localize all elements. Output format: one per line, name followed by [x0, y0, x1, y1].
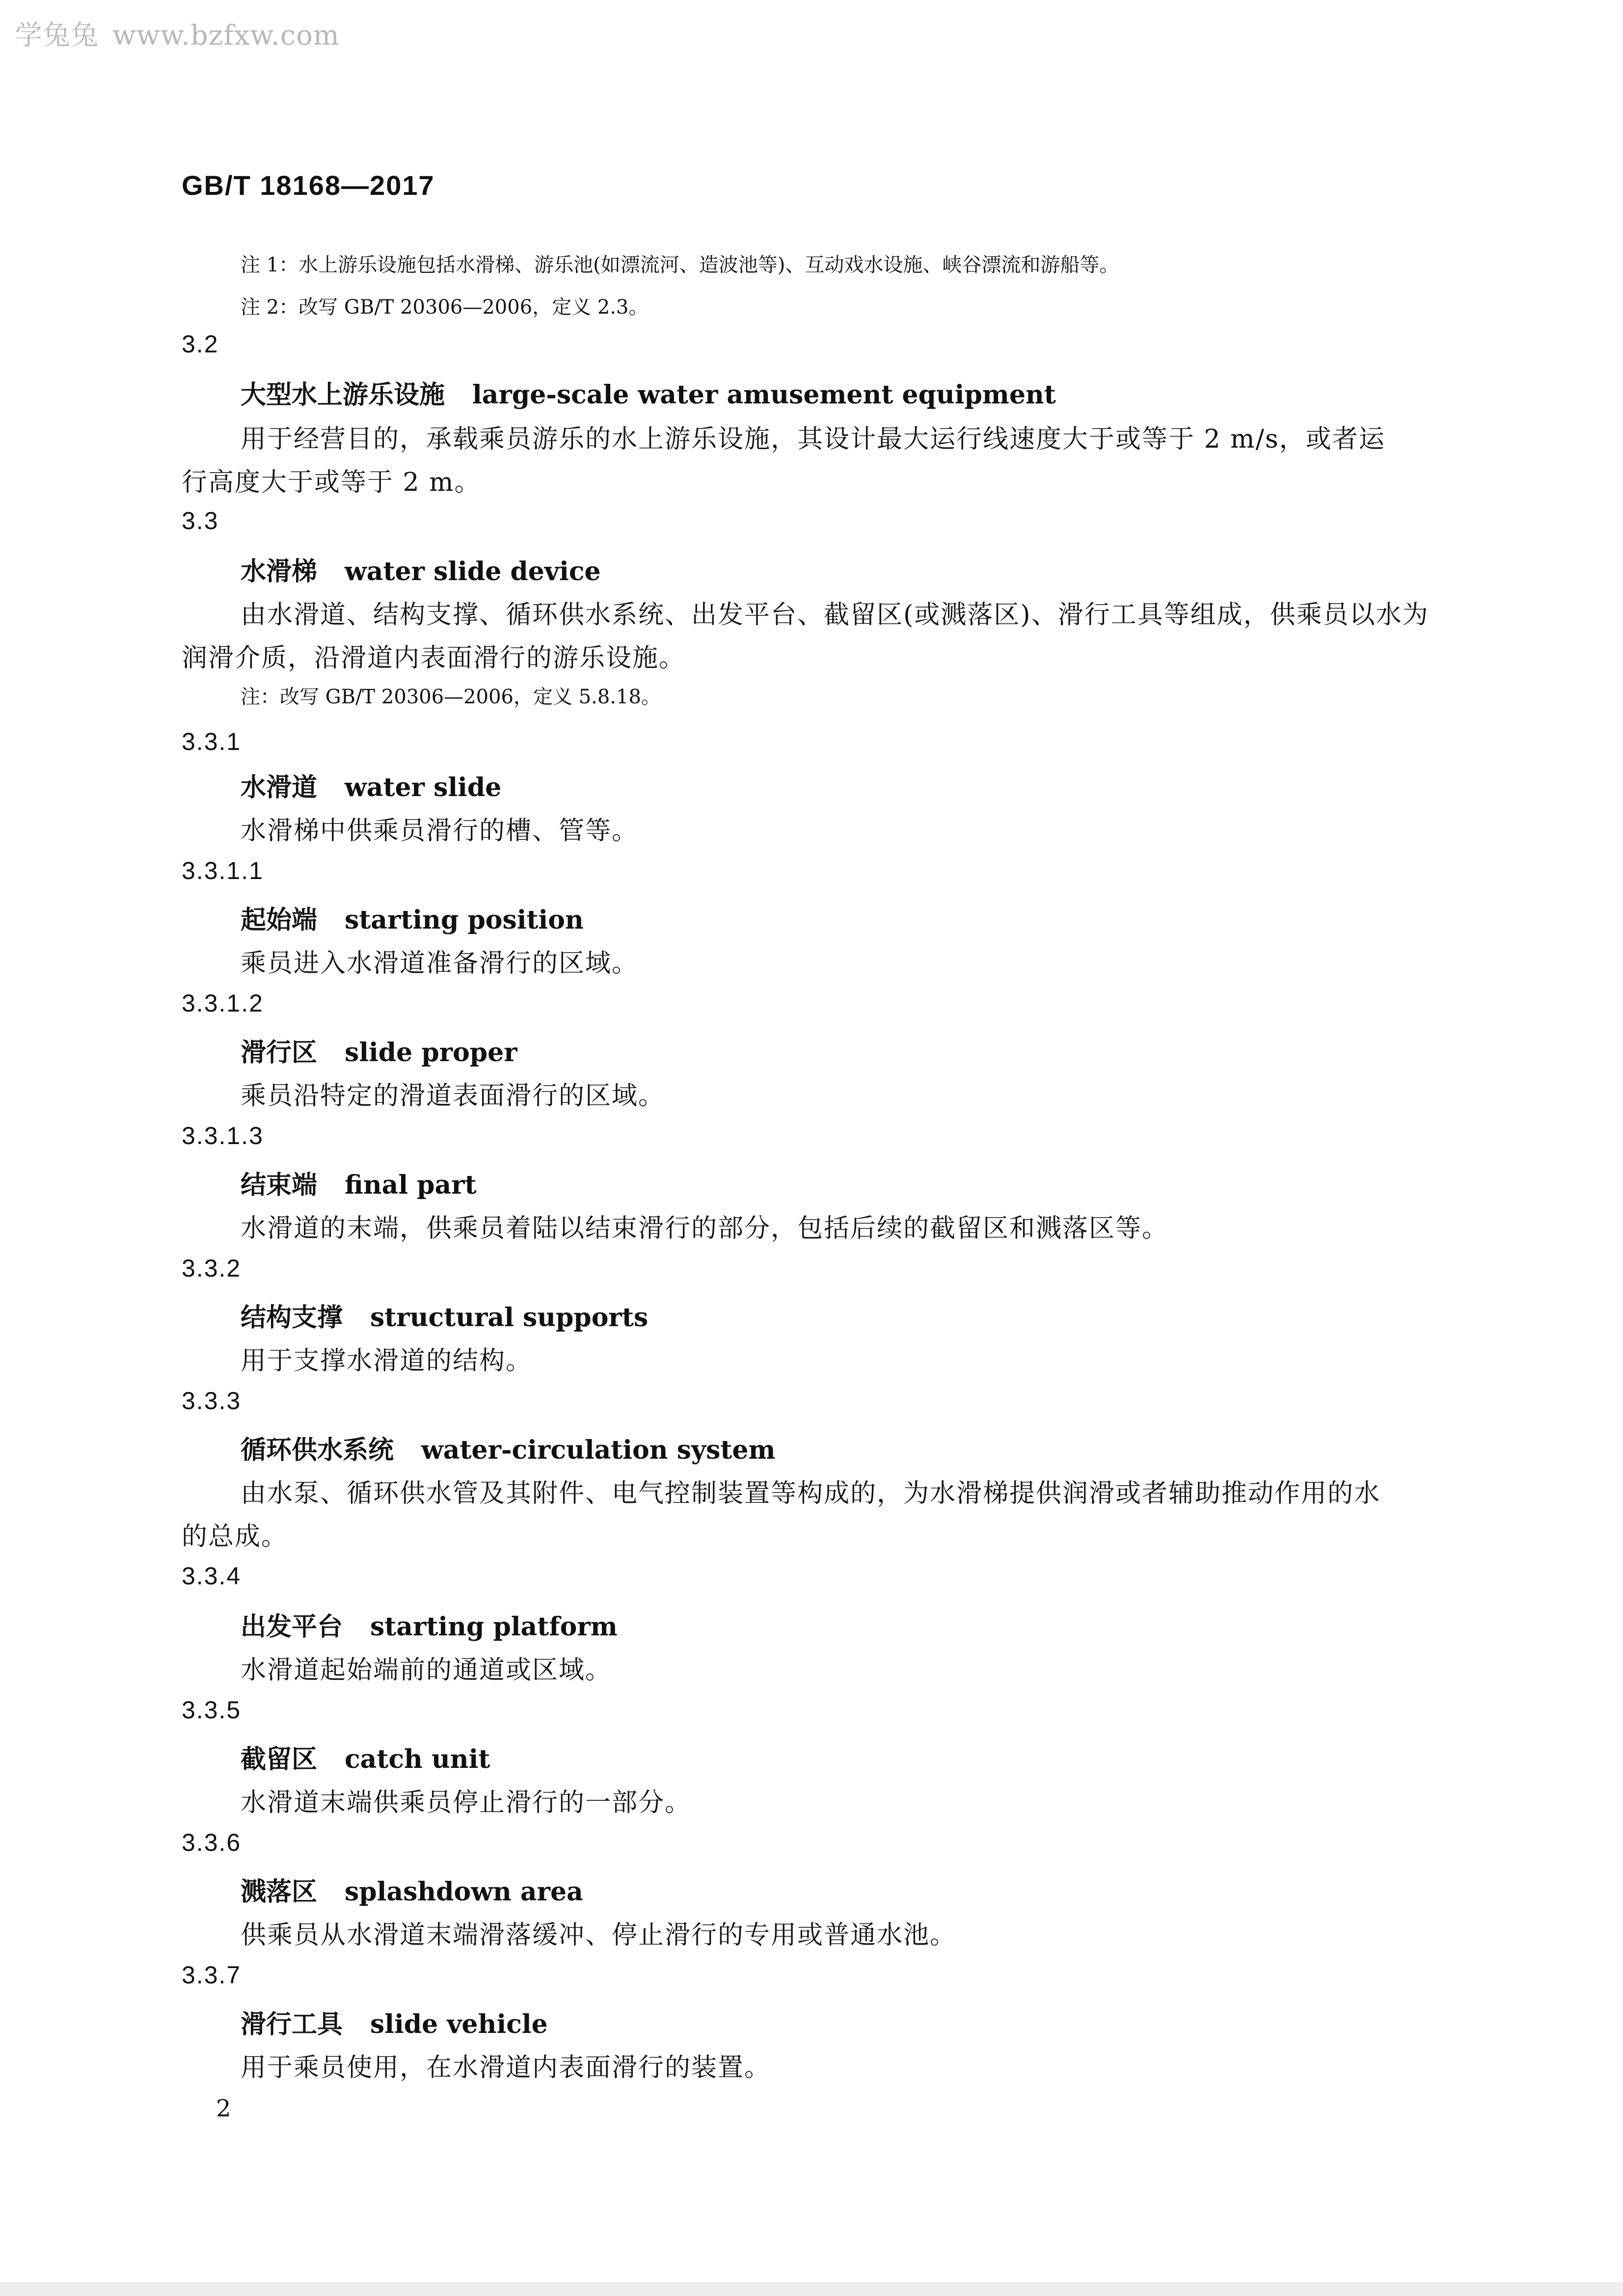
clause-number: 3.3.5: [182, 1696, 242, 1724]
clause-number: 3.3.6: [182, 1829, 242, 1856]
term-en: water slide device: [345, 557, 601, 587]
term-zh: 起始端: [241, 905, 318, 935]
term-zh: 水滑梯: [241, 557, 318, 587]
term-en: slide proper: [345, 1038, 517, 1068]
watermark-url: www.bzfxw.com: [112, 20, 340, 52]
clause-number: 3.3.1: [182, 728, 242, 755]
term-en: water slide: [345, 773, 502, 802]
clause-number: 3.2: [182, 330, 219, 358]
definition: 由水滑道、结构支撑、循环供水系统、出发平台、截留区(或溅落区)、滑行工具等组成，供乘员以水为: [241, 600, 1429, 630]
definition: 水滑道起始端前的通道或区域。: [241, 1655, 612, 1685]
definition: 水滑道的末端，供乘员着陆以结束滑行的部分，包括后续的截留区和溅落区等。: [241, 1214, 1169, 1243]
clause-number: 3.3.3: [182, 1387, 242, 1415]
term-en: starting position: [345, 905, 584, 935]
clause-number: 3.3.1.3: [182, 1122, 264, 1149]
term-zh: 滑行区: [241, 1038, 318, 1068]
clause-number: 3.3.1.2: [182, 989, 264, 1017]
term-en: slide vehicle: [370, 2009, 548, 2039]
term-zh: 水滑道: [241, 773, 318, 802]
term: [241, 1738, 490, 1775]
term: [241, 374, 1056, 411]
term-zh: 滑行工具: [241, 2009, 343, 2039]
definition: 乘员沿特定的滑道表面滑行的区域。: [241, 1081, 665, 1111]
term-zh: 溅落区: [241, 1877, 318, 1907]
term-en: water-circulation system: [421, 1435, 776, 1465]
term-zh: 大型水上游乐设施: [241, 380, 445, 410]
definition: 由水泵、循环供水管及其附件、电气控制装置等构成的，为水滑梯提供润滑或者辅助推动作用的水: [241, 1479, 1381, 1508]
term-en: large-scale water amusement equipment: [472, 380, 1056, 410]
term: [241, 1164, 477, 1201]
term: [241, 1032, 517, 1068]
clause-number: 3.3.4: [182, 1562, 242, 1590]
term-en: starting platform: [370, 1612, 618, 1642]
page-number: 2: [216, 2095, 231, 2122]
term: [241, 1297, 648, 1334]
term-zh: 截留区: [241, 1744, 318, 1774]
term-en: splashdown area: [345, 1877, 583, 1907]
clause-number: 3.3: [182, 507, 219, 534]
term-en: final part: [345, 1170, 477, 1200]
term: [241, 1429, 776, 1466]
term-en: catch unit: [345, 1744, 490, 1774]
term-en: structural supports: [370, 1303, 649, 1333]
term-zh: 结束端: [241, 1170, 318, 1200]
clause-number: 3.3.7: [182, 1961, 242, 1989]
note-2: 注 2：改写 GB/T 20306—2006，定义 2.3。: [241, 296, 649, 319]
definition: 用于经营目的，承载乘员游乐的水上游乐设施，其设计最大运行线速度大于或等于 2 m/s，或者运: [241, 425, 1385, 454]
term-zh: 出发平台: [241, 1612, 343, 1642]
term: [241, 1606, 618, 1643]
term: [241, 899, 584, 936]
term-zh: 循环供水系统: [241, 1435, 394, 1465]
watermark: [15, 14, 340, 53]
note: 注：改写 GB/T 20306—2006，定义 5.8.18。: [241, 686, 661, 708]
note-1: 注 1：水上游乐设施包括水滑梯、游乐池(如漂流河、造波池等)、互动戏水设施、峡谷漂流和游船等。: [241, 254, 1119, 276]
standard-code: GB/T 18168—2017: [182, 170, 435, 201]
term: [241, 2003, 548, 2040]
definition: 供乘员从水滑道末端滑落缓冲、停止滑行的专用或普通水池。: [241, 1921, 957, 1950]
definition-continued: 的总成。: [182, 1522, 288, 1551]
term: [241, 551, 601, 587]
term: [241, 1871, 583, 1908]
definition: 水滑梯中供乘员滑行的槽、管等。: [241, 816, 639, 846]
watermark-brand: 学兔兔: [15, 20, 99, 52]
clause-number: 3.3.2: [182, 1255, 242, 1282]
page-bottom-edge: [0, 2282, 1623, 2296]
definition: 用于乘员使用，在水滑道内表面滑行的装置。: [241, 2053, 771, 2082]
definition: 水滑道末端供乘员停止滑行的一部分。: [241, 1788, 692, 1817]
definition: 乘员进入水滑道准备滑行的区域。: [241, 949, 639, 978]
definition-continued: 行高度大于或等于 2 m。: [182, 468, 481, 497]
term: [241, 767, 501, 803]
definition-continued: 润滑介质，沿滑道内表面滑行的游乐设施。: [182, 643, 686, 673]
term-zh: 结构支撑: [241, 1303, 343, 1333]
definition: 用于支撑水滑道的结构。: [241, 1346, 533, 1376]
clause-number: 3.3.1.1: [182, 857, 264, 884]
